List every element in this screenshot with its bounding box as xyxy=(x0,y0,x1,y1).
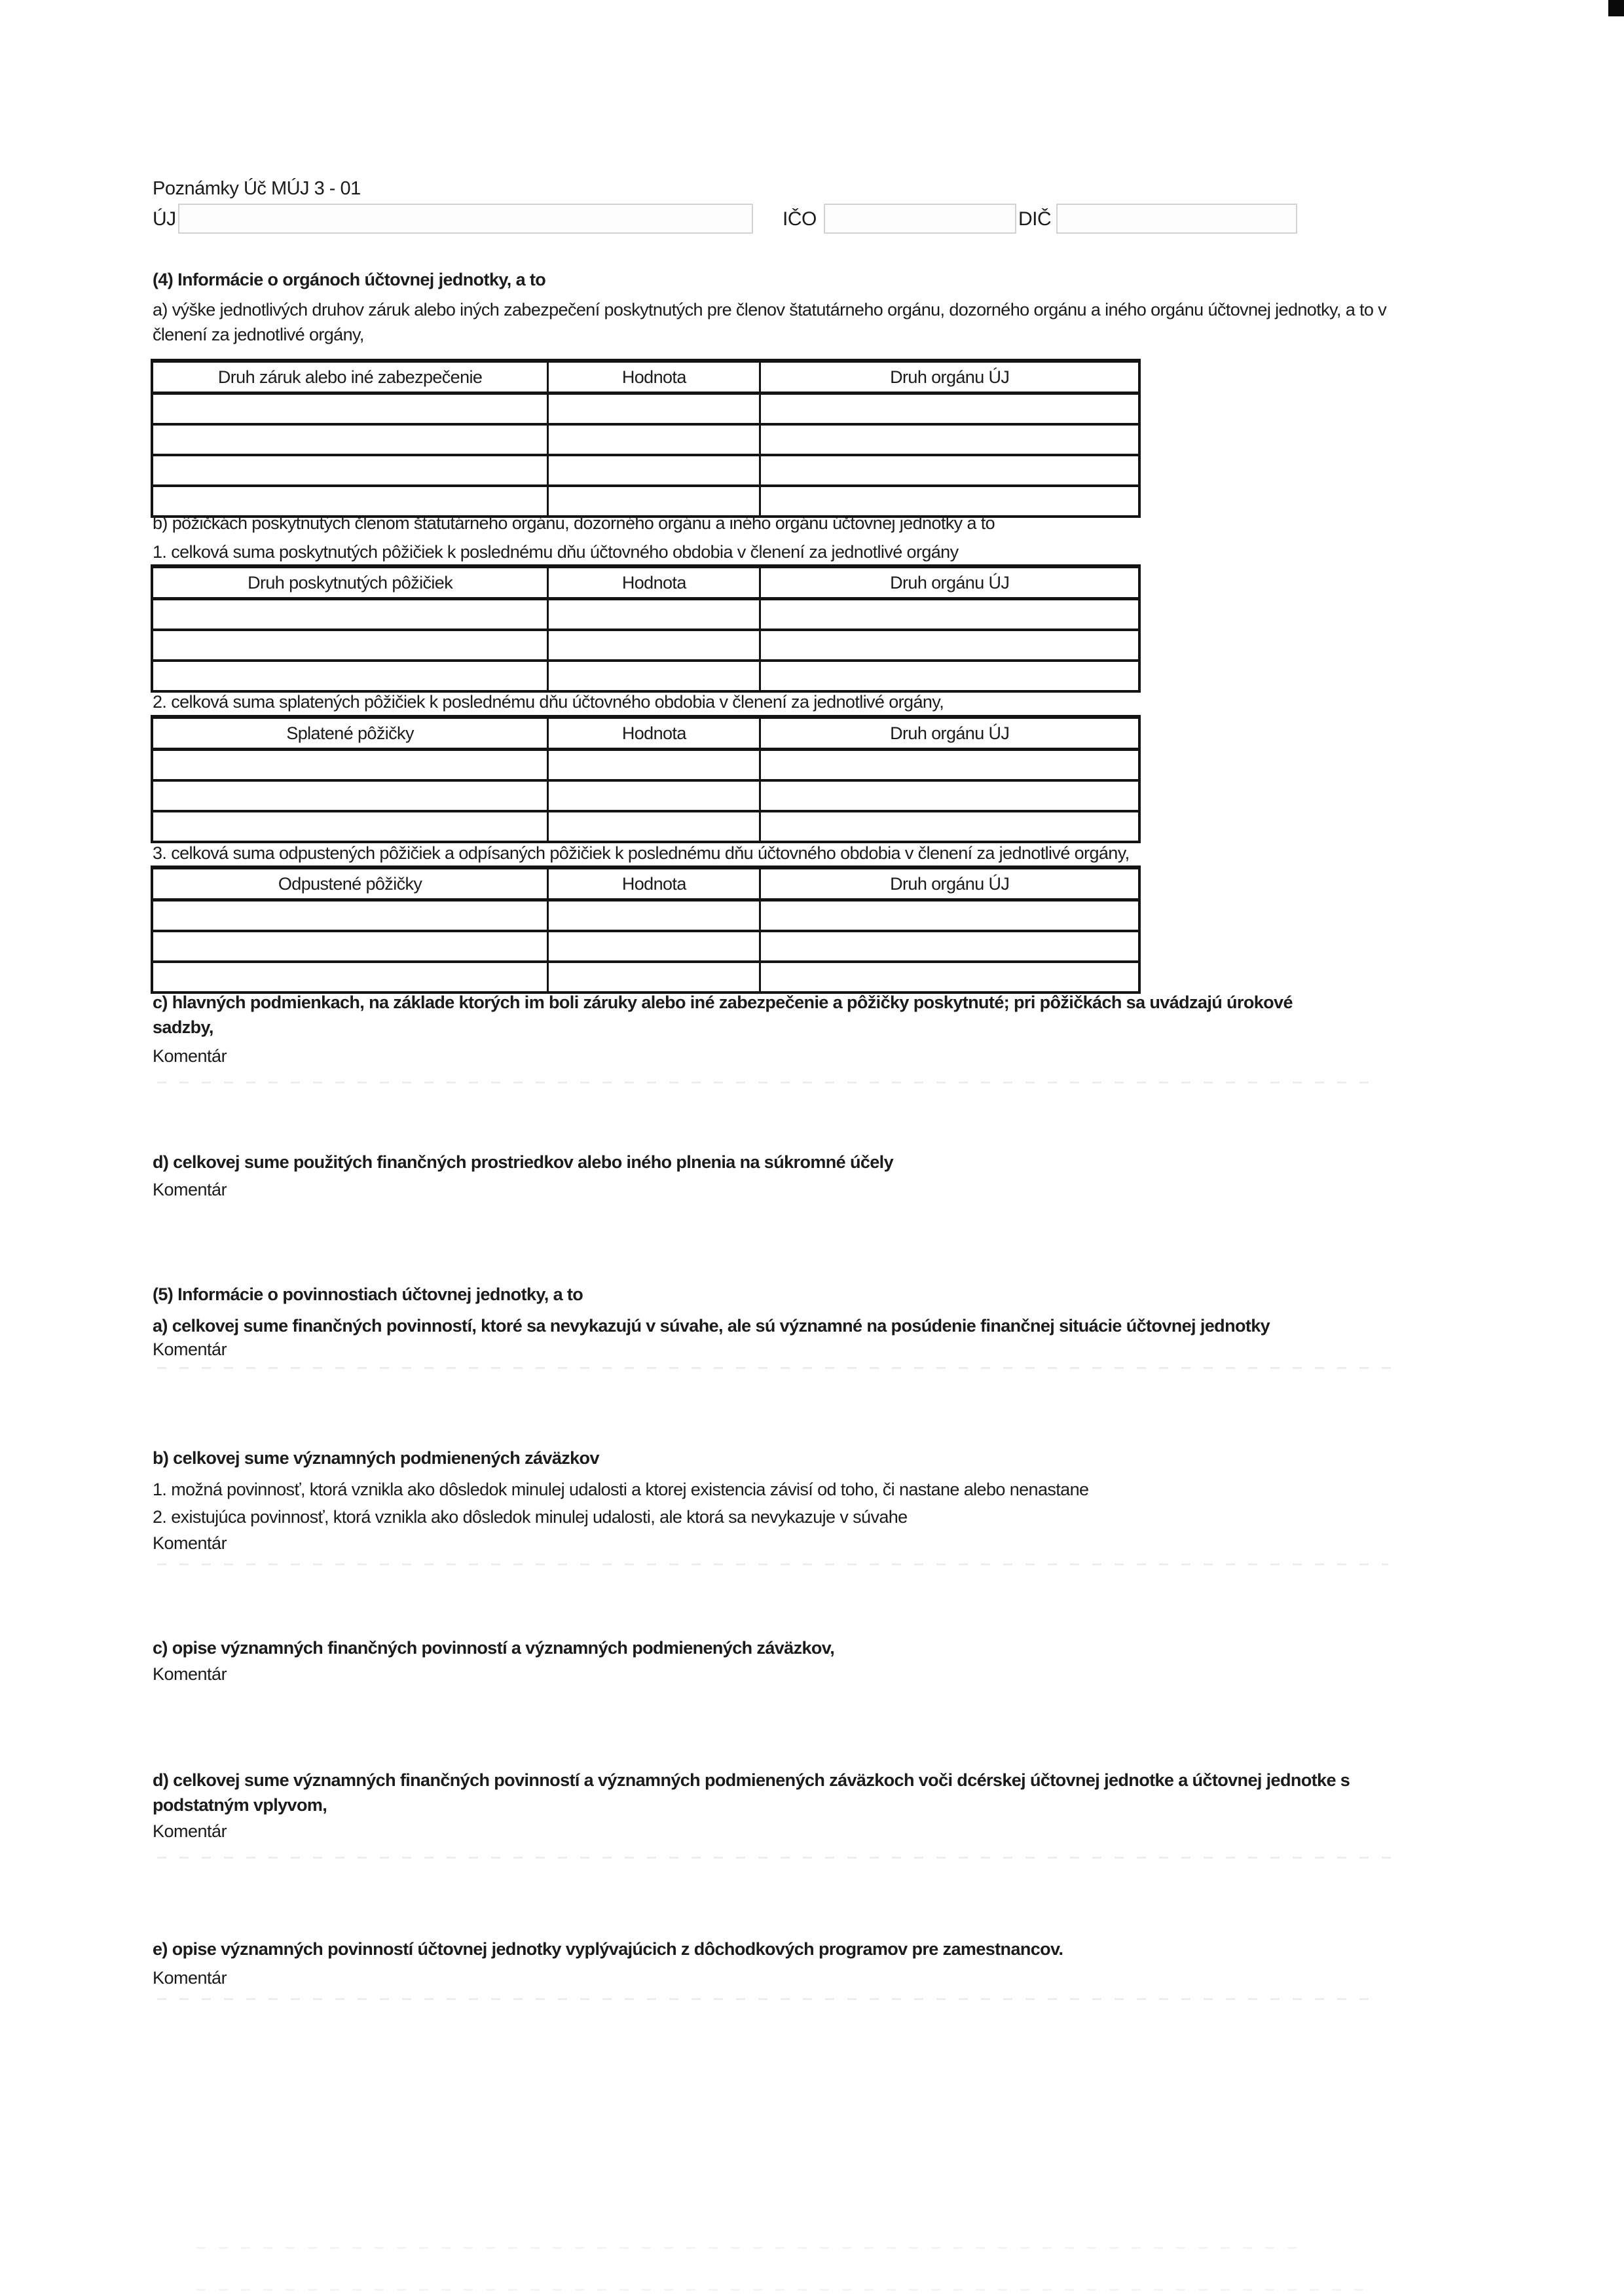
section5-item-c: c) opise významných finančných povinností a významných podmienených záväzkov, xyxy=(153,1638,835,1658)
scan-noise xyxy=(157,1367,1401,1369)
col-header-value: Hodnota xyxy=(548,361,760,393)
table-row xyxy=(152,750,1139,781)
table-cell xyxy=(152,393,548,425)
table-cell xyxy=(548,931,760,962)
section4-item-b3: 3. celková suma odpustených pôžičiek a odpísaných pôžičiek k poslednému dňu účtovného obdobia v členení za jednotlivé orgány, xyxy=(153,843,1130,863)
section5-item-d: d) celkovej sume významných finančných povinností a významných podmienených záväzkoch voči dcérskej účtovnej jednotke a účtovnej jednotke s podstatným vplyvom, xyxy=(153,1770,1350,1815)
comment-label: Komentár xyxy=(153,1821,227,1841)
loans-repaid-table xyxy=(151,715,1141,843)
col-header-organ-type: Druh orgánu ÚJ xyxy=(760,867,1139,900)
table-cell xyxy=(548,750,760,781)
table-cell xyxy=(760,661,1139,691)
table-header-row xyxy=(152,361,1139,393)
scan-noise xyxy=(157,1998,1369,2000)
section4-item-b2: 2. celková suma splatených pôžičiek k poslednému dňu účtovného obdobia v členení za jednotlivé orgány, xyxy=(153,692,944,712)
section5-item-b1: 1. možná povinnosť, ktorá vznikla ako dôsledok minulej udalosti a ktorej existencia závisí od toho, či nastane alebo nenastane xyxy=(153,1480,1089,1499)
scan-noise xyxy=(157,1857,1401,1859)
table-cell xyxy=(760,962,1139,993)
section5-item-b: b) celkovej sume významných podmienených záväzkov xyxy=(153,1448,599,1468)
col-header-organ-type: Druh orgánu ÚJ xyxy=(760,361,1139,393)
scan-noise xyxy=(157,1082,1369,1084)
table-row xyxy=(152,811,1139,842)
table-cell xyxy=(152,931,548,962)
scan-noise xyxy=(196,2289,1375,2291)
table-row xyxy=(152,900,1139,932)
uj-input[interactable] xyxy=(178,204,753,234)
table-cell xyxy=(548,393,760,425)
section4-item-c: c) hlavných podmienkach, na základe ktorých im boli záruky alebo iné zabezpečenie a pôžičky poskytnuté; pri pôžičkách sa uvádzajú úrokové sadzby, xyxy=(153,993,1293,1037)
table-cell xyxy=(760,811,1139,842)
table-cell xyxy=(152,811,548,842)
table-cell xyxy=(760,630,1139,661)
scan-noise xyxy=(157,1563,1388,1565)
table-cell xyxy=(152,750,548,781)
guarantees-table xyxy=(151,359,1141,518)
table-cell xyxy=(152,661,548,691)
table-header-row xyxy=(152,566,1139,599)
table-row xyxy=(152,599,1139,630)
col-header-value: Hodnota xyxy=(548,566,760,599)
table-row xyxy=(152,931,1139,962)
comment-label: Komentár xyxy=(153,1533,227,1553)
table-cell xyxy=(548,455,760,486)
ico-input[interactable] xyxy=(824,204,1016,234)
table-cell xyxy=(152,780,548,811)
col-header-forgiven-loans: Odpustené pôžičky xyxy=(152,867,548,900)
table-header-row xyxy=(152,867,1139,900)
col-header-loan-type: Druh poskytnutých pôžičiek xyxy=(152,566,548,599)
table-row xyxy=(152,780,1139,811)
section4-item-d: d) celkovej sume použitých finančných prostriedkov alebo iného plnenia na súkromné účely xyxy=(153,1152,893,1172)
table-cell xyxy=(548,780,760,811)
comment-label: Komentár xyxy=(153,1339,227,1359)
table-cell xyxy=(548,811,760,842)
scan-artifact-corner xyxy=(1608,0,1624,16)
table-header-row xyxy=(152,717,1139,750)
section5-item-e: e) opise významných povinností účtovnej jednotky vyplývajúcich z dôchodkových programov pre zamestnancov. xyxy=(153,1939,1063,1959)
table-cell xyxy=(548,900,760,932)
col-header-organ-type: Druh orgánu ÚJ xyxy=(760,717,1139,750)
table-cell xyxy=(548,661,760,691)
table-cell xyxy=(760,900,1139,932)
table-cell xyxy=(152,424,548,455)
section5-item-a: a) celkovej sume finančných povinností, ktoré sa nevykazujú v súvahe, ale sú významné na posúdenie finančnej situácie účtovnej jednotky xyxy=(153,1316,1270,1336)
section4-item-a: a) výške jednotlivých druhov záruk alebo iných zabezpečení poskytnutých pre členov štatutárneho orgánu, dozorného orgánu a iného orgánu účtovnej jednotky, a to v členení za jednotlivé orgány, xyxy=(153,300,1387,344)
comment-label: Komentár xyxy=(153,1968,227,1988)
table-cell xyxy=(548,599,760,630)
table-row xyxy=(152,455,1139,486)
comment-label: Komentár xyxy=(153,1180,227,1199)
comment-label: Komentár xyxy=(153,1046,227,1066)
table-cell xyxy=(760,750,1139,781)
table-cell xyxy=(760,599,1139,630)
form-code: Poznámky Úč MÚJ 3 - 01 xyxy=(153,178,361,199)
table-cell xyxy=(152,900,548,932)
table-cell xyxy=(152,962,548,993)
col-header-value: Hodnota xyxy=(548,717,760,750)
loans-forgiven-table xyxy=(151,866,1141,994)
table-cell xyxy=(152,630,548,661)
col-header-repaid-loans: Splatené pôžičky xyxy=(152,717,548,750)
scan-noise xyxy=(196,2247,1310,2249)
table-cell xyxy=(760,455,1139,486)
uj-label: ÚJ xyxy=(153,208,176,230)
table-row xyxy=(152,393,1139,425)
table-cell xyxy=(548,630,760,661)
col-header-value: Hodnota xyxy=(548,867,760,900)
table-cell xyxy=(548,962,760,993)
table-cell xyxy=(760,931,1139,962)
section4-item-b: b) pôžičkách poskytnutých členom štatutárneho orgánu, dozorného orgánu a iného orgánu účtovnej jednotky a to xyxy=(153,513,995,533)
table-row xyxy=(152,630,1139,661)
ico-label: IČO xyxy=(783,208,817,230)
section4-heading: (4) Informácie o orgánoch účtovnej jednotky, a to xyxy=(153,270,546,289)
comment-label: Komentár xyxy=(153,1664,227,1684)
table-cell xyxy=(548,424,760,455)
col-header-guarantee-type: Druh záruk alebo iné zabezpečenie xyxy=(152,361,548,393)
dic-input[interactable] xyxy=(1056,204,1297,234)
table-row xyxy=(152,661,1139,691)
table-row xyxy=(152,962,1139,993)
dic-label: DIČ xyxy=(1018,208,1052,230)
table-cell xyxy=(760,780,1139,811)
table-cell xyxy=(152,599,548,630)
loans-provided-table xyxy=(151,564,1141,693)
section5-item-b2: 2. existujúca povinnosť, ktorá vznikla ako dôsledok minulej udalosti, ale ktorá sa nevykazuje v súvahe xyxy=(153,1507,908,1527)
table-cell xyxy=(760,424,1139,455)
table-row xyxy=(152,424,1139,455)
section4-item-b1: 1. celková suma poskytnutých pôžičiek k poslednému dňu účtovného obdobia v členení za jednotlivé orgány xyxy=(153,542,959,562)
col-header-organ-type: Druh orgánu ÚJ xyxy=(760,566,1139,599)
section5-heading: (5) Informácie o povinnostiach účtovnej jednotky, a to xyxy=(153,1285,583,1304)
table-cell xyxy=(152,455,548,486)
table-cell xyxy=(760,393,1139,425)
